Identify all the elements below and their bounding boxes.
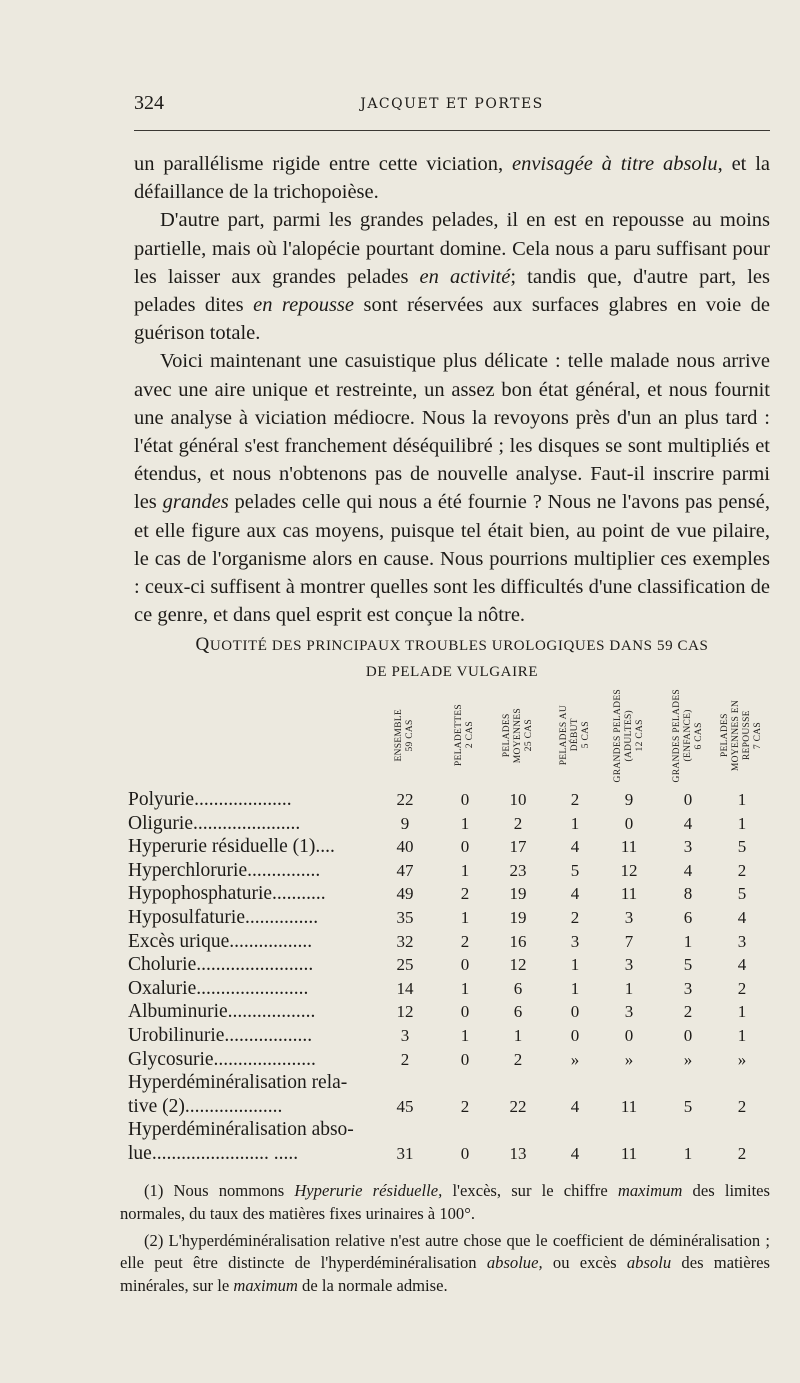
table-cell: 16 <box>509 931 527 951</box>
table-cell: 45 <box>396 1096 414 1116</box>
row-label: Hyperdéminéralisation abso- lue........................ ..... <box>128 1119 354 1164</box>
paragraph <box>134 347 770 629</box>
table-cell: 25 <box>396 955 414 975</box>
table-cell: 3 <box>624 955 634 975</box>
column-header-label: PELADES MOYENNES EN REPOUSSE 7 CAS <box>720 699 763 772</box>
text-run: , et la défaillance de la trichopoièse. <box>134 153 770 204</box>
table-cell: 31 <box>396 1143 414 1163</box>
italic-text: grandes <box>162 491 229 514</box>
table-cell: 1 <box>460 860 470 880</box>
table-cell: 5 <box>570 860 580 880</box>
table-row <box>0 930 800 954</box>
text-run: de la normale admise. <box>297 1276 448 1296</box>
table-cell: 13 <box>509 1143 527 1163</box>
table-cell: 2 <box>460 1096 470 1116</box>
table-cell: 1 <box>570 955 580 975</box>
table-cell: 12 <box>620 860 638 880</box>
column-header-label: GRANDES PELADES (ADULTES) 12 CAS <box>612 688 645 783</box>
text-run: Voici maintenant une casuistique plus délicate : telle malade nous arrive avec une aire unique et restreinte, un assez bon état général, et nous fournit une analyse à viciation médiocre. Nous la revoyons près d'un an plus tard : l'état général s'est franchement déséquilibré ; les disques se sont multipliés et étendus, et nous n'obtenons pas de nouvelle analyse. Faut-il inscrire parmi les <box>134 350 770 514</box>
row-label: Glycosurie..................... <box>128 1048 316 1070</box>
table-cell: » <box>624 1049 634 1069</box>
table-cell: 1 <box>737 790 747 809</box>
table-cell: 0 <box>460 837 470 857</box>
table-cell: » <box>683 1049 693 1069</box>
table-cell: 2 <box>460 884 470 904</box>
table-cell: 2 <box>513 813 523 833</box>
table-cell: » <box>737 1049 747 1069</box>
text-run: D'autre part, parmi les grandes pelades, il en est en repousse au moins partielle, mais où l'alopécie pourtant domine. Cela nous a paru suffisant pour les laisser aux grandes pelades <box>134 209 770 288</box>
table-title <box>134 632 770 685</box>
table-title-line-2: DE PELADE VULGAIRE <box>365 664 539 680</box>
text-run: des limites normales, du taux des matières fixes urinaires à 100°. <box>120 1181 771 1223</box>
italic-text: envisagée à titre absolu <box>511 153 718 175</box>
table-cell: 0 <box>460 955 470 975</box>
table-row <box>0 859 800 883</box>
text-run: un parallélisme rigide entre cette viciation, <box>134 153 512 175</box>
table-cell: 11 <box>620 1096 638 1116</box>
table-cell: 22 <box>396 790 414 809</box>
row-label: Urobilinurie.................. <box>128 1024 313 1046</box>
row-label: Hyperchlorurie............... <box>128 859 321 881</box>
row-label: Polyurie.................... <box>128 789 292 810</box>
table-cell: 4 <box>683 813 693 833</box>
table-row <box>0 1024 800 1048</box>
row-label: Hyposulfaturie............... <box>128 906 319 928</box>
table-cell: 3 <box>624 907 634 927</box>
table-cell: 9 <box>400 813 410 833</box>
column-header <box>442 688 488 783</box>
table-cell: 2 <box>737 1096 747 1116</box>
text-run: ; tandis que, d'autre part, les pelades dites <box>134 265 770 317</box>
text-run: ou excès <box>542 1253 627 1273</box>
table-cell: 4 <box>570 837 580 857</box>
table-cell: 6 <box>683 907 693 927</box>
table-cell: 2 <box>460 931 470 951</box>
table-cell: 3 <box>400 1025 410 1045</box>
row-label: Hyperurie résiduelle (1).... <box>128 836 335 858</box>
table-row <box>0 1118 800 1165</box>
row-label: Oligurie...................... <box>128 812 301 834</box>
table-cell: 17 <box>509 837 527 857</box>
table-cell: 6 <box>513 978 523 998</box>
table-cell: 1 <box>737 1002 747 1022</box>
column-header-label: GRANDES PELADES (ENFANCE) 6 CAS <box>671 688 704 783</box>
text-run: des matières minérales, sur le <box>120 1253 770 1296</box>
table-cell: 3 <box>683 837 693 857</box>
row-label: Excès urique................. <box>128 930 313 952</box>
table-cell: 11 <box>620 1143 638 1163</box>
table-cell: 1 <box>513 1025 523 1045</box>
table-cell: 4 <box>683 860 693 880</box>
table-column-headers <box>0 688 800 783</box>
table-cell: » <box>570 1049 580 1069</box>
table-cell: 5 <box>683 955 693 975</box>
table-cell: 22 <box>509 1096 527 1116</box>
italic-text: maximum <box>233 1276 298 1296</box>
row-label: Hypophosphaturie........... <box>128 883 326 905</box>
column-header-label: ENSEMBLE 59 CAS <box>394 709 415 762</box>
table-cell: 0 <box>570 1025 580 1045</box>
table-cell: 1 <box>683 1143 693 1163</box>
running-head: JACQUET ET PORTES <box>360 96 544 112</box>
italic-text: absolue, <box>486 1253 543 1273</box>
table-cell: 1 <box>737 813 747 833</box>
table-cell: 10 <box>509 790 527 809</box>
footnotes <box>120 1180 770 1302</box>
footnote-2 <box>120 1230 770 1298</box>
column-header <box>552 688 598 783</box>
table-cell: 19 <box>509 884 527 904</box>
table-cell: 0 <box>683 790 693 809</box>
table-cell: 1 <box>460 1025 470 1045</box>
table-cell: 0 <box>624 1025 634 1045</box>
table-cell: 1 <box>570 813 580 833</box>
italic-text: en repousse <box>253 294 355 317</box>
table-title-line-1 <box>134 632 770 659</box>
table-cell: 1 <box>570 978 580 998</box>
text-run: (1) Nous nommons <box>144 1181 295 1200</box>
table-cell: 40 <box>396 837 414 857</box>
text-run: sont réservées aux surfaces glabres en voie de guérison totale. <box>134 294 770 345</box>
table-cell: 3 <box>624 1002 634 1022</box>
table-cell: 4 <box>570 884 580 904</box>
footnote-1 <box>120 1180 770 1226</box>
table-cell: 3 <box>737 931 747 951</box>
column-header <box>382 688 428 783</box>
table-cell: 1 <box>737 1025 747 1045</box>
table-cell: 49 <box>396 884 414 904</box>
table-cell: 47 <box>396 860 414 880</box>
row-label: Oxalurie....................... <box>128 977 309 999</box>
table-cell: 2 <box>400 1049 410 1069</box>
page-header <box>134 90 770 131</box>
table-cell: 0 <box>570 1002 580 1022</box>
table-cell: 2 <box>570 907 580 927</box>
table-cell: 32 <box>396 931 414 951</box>
table-cell: 14 <box>396 978 414 998</box>
table-row <box>0 906 800 930</box>
paragraph <box>134 150 770 206</box>
table-cell: 2 <box>737 978 747 998</box>
table-cell: 0 <box>460 790 470 809</box>
table-cell: 5 <box>683 1096 693 1116</box>
table-cell: 3 <box>570 931 580 951</box>
table-cell: 12 <box>509 955 527 975</box>
table-cell: 23 <box>509 860 527 880</box>
table-cell: 2 <box>513 1049 523 1069</box>
table-cell: 1 <box>460 978 470 998</box>
table-row <box>0 977 800 1001</box>
table-cell: 11 <box>620 884 638 904</box>
italic-text: absolu <box>626 1253 672 1273</box>
table-cell: 7 <box>624 931 634 951</box>
table-cell: 0 <box>460 1049 470 1069</box>
body-text <box>134 150 770 629</box>
table-body <box>0 788 800 1166</box>
table-cell: 1 <box>460 907 470 927</box>
text-run: l'excès, sur le chiffre <box>442 1181 618 1200</box>
table-row <box>0 788 800 812</box>
table-cell: 0 <box>624 813 634 833</box>
table-cell: 0 <box>683 1025 693 1045</box>
table-cell: 2 <box>737 860 747 880</box>
column-header <box>665 688 711 783</box>
column-header <box>719 688 765 783</box>
title-initial: Q <box>195 634 210 655</box>
italic-text: en activité <box>419 265 511 288</box>
table-cell: 5 <box>737 884 747 904</box>
table-cell: 8 <box>683 884 693 904</box>
table-row <box>0 1000 800 1024</box>
table-cell: 3 <box>683 978 693 998</box>
table-row <box>0 812 800 836</box>
table-cell: 6 <box>513 1002 523 1022</box>
italic-text: maximum <box>617 1181 683 1200</box>
table-cell: 4 <box>737 907 747 927</box>
table-row <box>0 1048 800 1072</box>
row-label: Hyperdéminéralisation rela- tive (2).................... <box>128 1072 348 1117</box>
table-row <box>0 882 800 906</box>
table-row <box>0 1071 800 1118</box>
column-header-label: PELADETTES 2 CAS <box>454 704 475 767</box>
text-run: pelades celle qui nous a été fournie ? Nous ne l'avons pas pensé, et elle figure aux cas moyens, puisque tel était bien, au point de vue pilaire, le cas de l'organisme alors en cause. Nous pourrions multiplier ces exemples : ceux-ci suffisent à montrer quelles sont les difficultés d'une classification de ce genre, et dans quel esprit est conçue la nôtre. <box>134 491 770 627</box>
table-cell: 11 <box>620 837 638 857</box>
table-cell: 5 <box>737 837 747 857</box>
table-cell: 12 <box>396 1002 414 1022</box>
table-cell: 2 <box>683 1002 693 1022</box>
table-row <box>0 835 800 859</box>
table-cell: 4 <box>570 1096 580 1116</box>
table-cell: 9 <box>624 790 634 809</box>
text-run: (2) L'hyperdéminéralisation relative n'est autre chose que le coefficient de déminéralisation ; elle peut être distincte de l'hyperdéminéralisation <box>120 1230 770 1273</box>
title-rest: UOTITÉ DES PRINCIPAUX TROUBLES UROLOGIQUES DANS 59 CAS <box>209 638 709 654</box>
table-cell: 4 <box>737 955 747 975</box>
column-header <box>495 688 541 783</box>
table-cell: 1 <box>683 931 693 951</box>
table-cell: 1 <box>624 978 634 998</box>
page-number: 324 <box>134 92 164 114</box>
table-cell: 2 <box>737 1143 747 1163</box>
table-cell: 0 <box>460 1002 470 1022</box>
column-header-label: PELADES MOYENNES 25 CAS <box>501 707 534 764</box>
table-cell: 0 <box>460 1143 470 1163</box>
table-cell: 19 <box>509 907 527 927</box>
column-header-label: PELADES AU DÉBUT 5 CAS <box>558 705 591 766</box>
table-cell: 2 <box>570 790 580 809</box>
row-label: Cholurie........................ <box>128 954 314 976</box>
table-cell: 35 <box>396 907 414 927</box>
table-cell: 1 <box>460 813 470 833</box>
paragraph <box>134 206 770 347</box>
table-cell: 4 <box>570 1143 580 1163</box>
row-label: Albuminurie.................. <box>128 1001 316 1023</box>
italic-text: Hyperurie résiduelle, <box>294 1181 443 1200</box>
column-header <box>606 688 652 783</box>
table-row <box>0 953 800 977</box>
